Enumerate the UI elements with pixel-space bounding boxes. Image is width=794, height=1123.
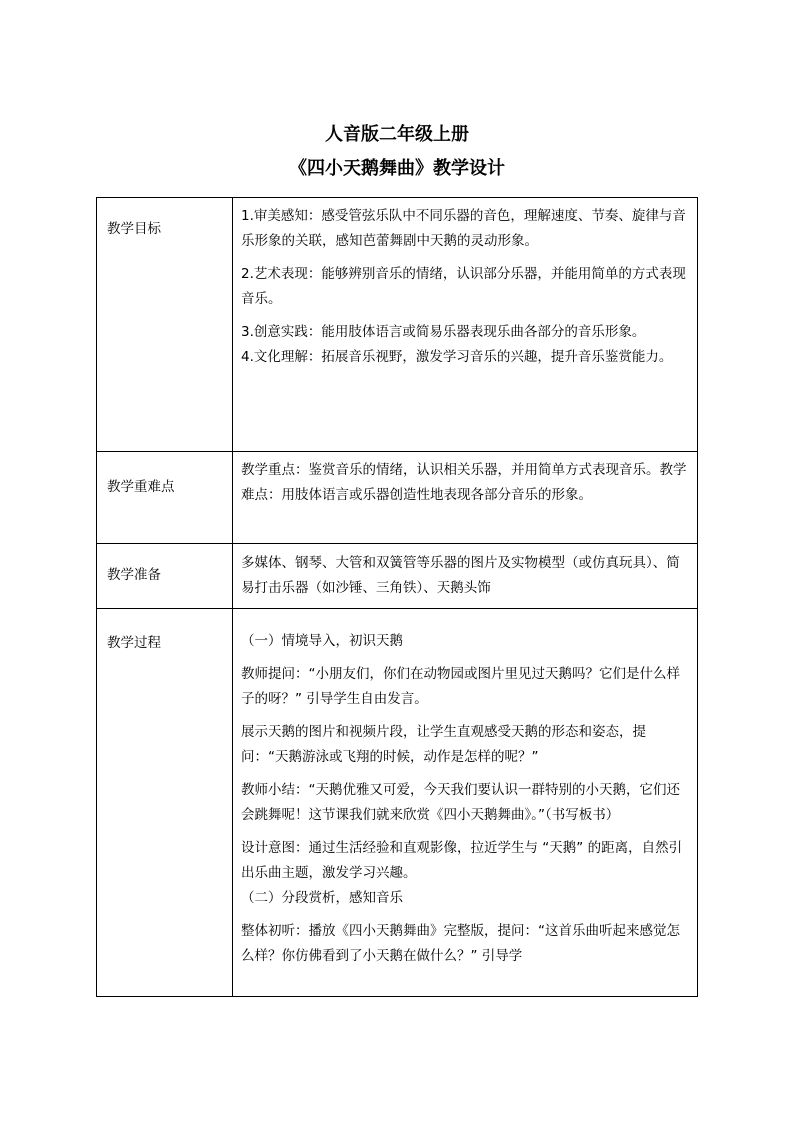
table-row: [97, 609, 698, 997]
process-paragraph: （一）情境导入，初识天鹅: [241, 633, 403, 649]
process-paragraph: 教师提问：“小朋友们，你们在动物园或图片里见过天鹅吗？它们是什么样子的呀？” 引导学生自由发言。: [241, 666, 680, 707]
process-paragraph: 展示天鹅的图片和视频片段，让学生直观感受天鹅的形态和姿态，提问：“天鹅游泳或飞翔的时候，动作是怎样的呢？”: [241, 724, 646, 765]
goal-item: 1.审美感知：感受管弦乐队中不同乐器的音色，理解速度、节奏、旋律与音乐形象的关联，感知芭蕾舞剧中天鹅的灵动形象。: [241, 208, 686, 249]
document-title: 人音版二年级上册: [325, 124, 469, 145]
goal-item: 3.创意实践：能用肢体语言或简易乐器表现乐曲各部分的音乐形象。: [241, 324, 646, 340]
goal-item: 4.文化理解：拓展音乐视野，激发学习音乐的兴趣，提升音乐鉴赏能力。: [241, 349, 673, 365]
table-row: [97, 198, 698, 452]
preparation-text: 多媒体、钢琴、大管和双簧管等乐器的图片及实物模型（或仿真玩具）、简易打击乐器（如沙锤、三角铁）、天鹅头饰: [241, 555, 680, 596]
process-paragraph: 教师小结：“天鹅优雅又可爱，今天我们要认识一群特别的小天鹅，它们还会跳舞呢！这节课我们就来欣赏《四小天鹅舞曲》。”（书写板书）: [241, 782, 680, 823]
key-points-content: [233, 452, 698, 544]
document-subtitle: 《四小天鹅舞曲》教学设计: [289, 158, 505, 179]
preparation-label: 教学准备: [97, 544, 233, 609]
goals-label: 教学目标: [97, 198, 233, 452]
process-label: 教学过程: [97, 609, 233, 997]
lesson-plan-table: [96, 197, 698, 997]
process-paragraph: （二）分段赏析，感知音乐: [241, 890, 403, 906]
process-paragraph: 设计意图：通过生活经验和直观影像，拉近学生与 “天鹅” 的距离，自然引出乐曲主题，激发学习兴趣。: [241, 840, 683, 881]
preparation-content: [233, 544, 698, 609]
table-row: [97, 544, 698, 609]
key-points-label: 教学重难点: [97, 452, 233, 544]
table-row: [97, 452, 698, 544]
goals-content: [233, 198, 698, 452]
process-paragraph: 整体初听：播放《四小天鹅舞曲》完整版，提问：“这首乐曲听起来感觉怎么样？你仿佛看到了小天鹅在做什么？” 引导学: [241, 923, 680, 964]
process-content: [233, 609, 698, 997]
key-points-text: 教学重点：鉴赏音乐的情绪，认识相关乐器，并用简单方式表现音乐。教学难点：用肢体语言或乐器创造性地表现各部分音乐的形象。: [241, 462, 687, 503]
goal-item: 2.艺术表现：能够辨别音乐的情绪，认识部分乐器，并能用简单的方式表现音乐。: [241, 266, 686, 307]
